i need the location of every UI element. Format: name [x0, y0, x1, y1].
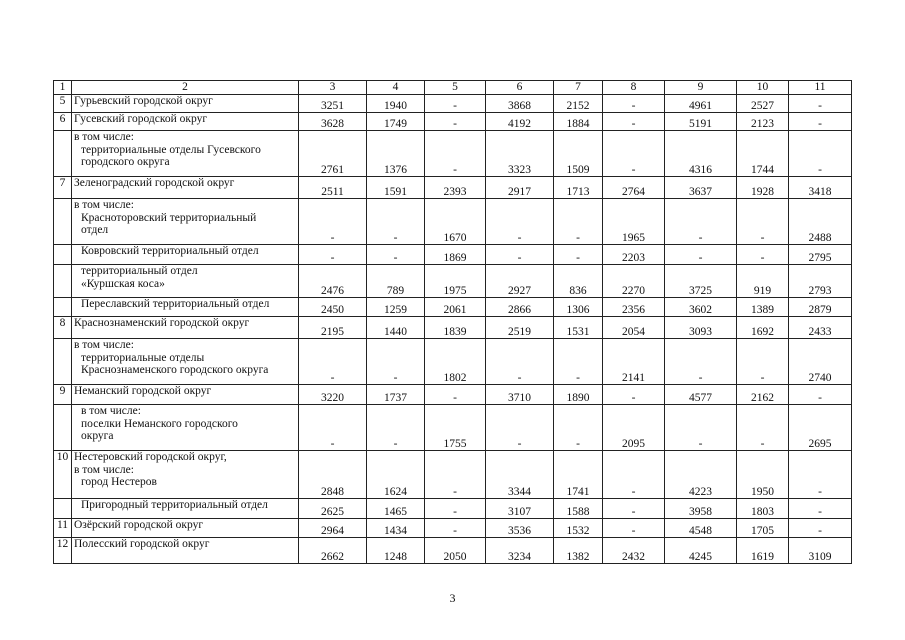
table-row: [54, 113, 852, 131]
value-cell: 2625: [299, 499, 367, 519]
table-row: [54, 265, 852, 298]
row-name-line: Красноторовский территориальный: [81, 211, 257, 224]
value-cell: 3093: [665, 317, 737, 339]
value-cell: -: [425, 519, 486, 538]
row-name: [72, 405, 299, 451]
value-cell: 2740: [789, 339, 852, 385]
row-name-line: город Нестеров: [81, 476, 157, 488]
header-cell: 9: [665, 81, 737, 95]
value-cell: 2432: [603, 538, 665, 564]
value-cell: 1624: [367, 451, 425, 499]
value-cell: -: [425, 95, 486, 113]
row-number: [54, 199, 72, 245]
value-cell: 3868: [486, 95, 554, 113]
row-name: [72, 265, 299, 298]
value-cell: 4192: [486, 113, 554, 131]
value-cell: 2488: [789, 199, 852, 245]
row-name-line: Краснознаменский городской округ: [74, 317, 250, 329]
value-cell: 2054: [603, 317, 665, 339]
table-row: [54, 538, 852, 564]
value-cell: 1670: [425, 199, 486, 245]
row-name: [72, 177, 299, 199]
value-cell: -: [665, 245, 737, 265]
row-name-line: округа: [81, 430, 114, 442]
value-cell: 1755: [425, 405, 486, 451]
value-cell: -: [603, 519, 665, 538]
value-cell: 1869: [425, 245, 486, 265]
value-cell: -: [554, 245, 603, 265]
table-row: [54, 405, 852, 451]
value-cell: 1509: [554, 131, 603, 177]
row-name-line: территориальный отдел: [81, 265, 198, 277]
value-cell: -: [737, 405, 789, 451]
value-cell: 4548: [665, 519, 737, 538]
value-cell: 1928: [737, 177, 789, 199]
header-cell: 10: [737, 81, 789, 95]
value-cell: 1950: [737, 451, 789, 499]
value-cell: 2050: [425, 538, 486, 564]
row-name: [72, 95, 299, 113]
value-cell: 3725: [665, 265, 737, 298]
row-number: [54, 131, 72, 177]
value-cell: -: [425, 499, 486, 519]
value-cell: 1532: [554, 519, 603, 538]
row-name: [72, 519, 299, 538]
value-cell: 2695: [789, 405, 852, 451]
value-cell: 2356: [603, 298, 665, 317]
value-cell: 1741: [554, 451, 603, 499]
value-cell: 1389: [737, 298, 789, 317]
value-cell: 1839: [425, 317, 486, 339]
row-number: [54, 405, 72, 451]
value-cell: 1259: [367, 298, 425, 317]
value-cell: -: [486, 339, 554, 385]
row-number: [54, 339, 72, 385]
row-name-line: в том числе:: [74, 199, 134, 211]
header-cell: 2: [72, 81, 299, 95]
value-cell: -: [789, 131, 852, 177]
value-cell: 2761: [299, 131, 367, 177]
row-name: [72, 199, 299, 245]
value-cell: 2662: [299, 538, 367, 564]
value-cell: 3323: [486, 131, 554, 177]
row-number: 12: [54, 538, 72, 564]
row-number: [54, 265, 72, 298]
row-name-line: в том числе:: [74, 339, 134, 351]
header-cell: 8: [603, 81, 665, 95]
value-cell: 3628: [299, 113, 367, 131]
header-row: [54, 81, 852, 95]
value-cell: 2061: [425, 298, 486, 317]
value-cell: 2476: [299, 265, 367, 298]
row-name-line: Озёрский городской округ: [74, 519, 204, 531]
row-name-line: поселки Неманского городского: [81, 417, 238, 430]
row-name-line: в том числе:: [74, 463, 134, 476]
value-cell: 2795: [789, 245, 852, 265]
value-cell: -: [603, 131, 665, 177]
row-name-line: Краснознаменского городского округа: [81, 364, 269, 376]
value-cell: 2527: [737, 95, 789, 113]
value-cell: 3418: [789, 177, 852, 199]
row-number: 11: [54, 519, 72, 538]
value-cell: 3602: [665, 298, 737, 317]
value-cell: 4316: [665, 131, 737, 177]
value-cell: 3958: [665, 499, 737, 519]
value-cell: 2162: [737, 385, 789, 405]
value-cell: 919: [737, 265, 789, 298]
value-cell: 2511: [299, 177, 367, 199]
value-cell: -: [603, 499, 665, 519]
row-name-line: Гусевский городской округ: [74, 113, 208, 125]
value-cell: 4961: [665, 95, 737, 113]
value-cell: -: [367, 405, 425, 451]
value-cell: 1802: [425, 339, 486, 385]
value-cell: 2141: [603, 339, 665, 385]
value-cell: -: [665, 405, 737, 451]
value-cell: 1465: [367, 499, 425, 519]
value-cell: 2917: [486, 177, 554, 199]
value-cell: 2866: [486, 298, 554, 317]
row-name-line: Неманский городской округ: [74, 385, 212, 397]
value-cell: 1705: [737, 519, 789, 538]
value-cell: 5191: [665, 113, 737, 131]
row-number: 7: [54, 177, 72, 199]
row-name-line: в том числе:: [74, 131, 134, 143]
value-cell: 2879: [789, 298, 852, 317]
value-cell: 2433: [789, 317, 852, 339]
value-cell: 2793: [789, 265, 852, 298]
value-cell: -: [299, 199, 367, 245]
value-cell: 1619: [737, 538, 789, 564]
value-cell: -: [367, 199, 425, 245]
value-cell: 1692: [737, 317, 789, 339]
value-cell: -: [425, 131, 486, 177]
header-cell: 3: [299, 81, 367, 95]
row-number: 5: [54, 95, 72, 113]
value-cell: -: [665, 199, 737, 245]
value-cell: -: [486, 405, 554, 451]
row-name: [72, 131, 299, 177]
row-name-line: Ковровский территориальный отдел: [81, 245, 259, 257]
value-cell: 2450: [299, 298, 367, 317]
row-number: [54, 499, 72, 519]
row-name: [72, 339, 299, 385]
value-cell: -: [789, 499, 852, 519]
value-cell: -: [737, 339, 789, 385]
value-cell: 1434: [367, 519, 425, 538]
table-row: [54, 451, 852, 499]
value-cell: -: [299, 245, 367, 265]
value-cell: 2195: [299, 317, 367, 339]
value-cell: -: [486, 245, 554, 265]
row-name-line: Зеленоградский городской округ: [74, 177, 235, 189]
row-name-line: Гурьевский городской округ: [74, 95, 213, 107]
value-cell: 2964: [299, 519, 367, 538]
value-cell: -: [789, 385, 852, 405]
value-cell: -: [554, 405, 603, 451]
value-cell: 1803: [737, 499, 789, 519]
value-cell: 1591: [367, 177, 425, 199]
row-number: 8: [54, 317, 72, 339]
table-row: [54, 199, 852, 245]
value-cell: 3637: [665, 177, 737, 199]
data-table: [53, 80, 852, 564]
value-cell: -: [665, 339, 737, 385]
value-cell: 4223: [665, 451, 737, 499]
table-row: [54, 298, 852, 317]
value-cell: 4245: [665, 538, 737, 564]
table-row: [54, 245, 852, 265]
value-cell: 1376: [367, 131, 425, 177]
value-cell: 1737: [367, 385, 425, 405]
value-cell: -: [789, 451, 852, 499]
table-row: [54, 385, 852, 405]
row-name-line: Полесский городской округ: [74, 538, 210, 550]
row-name-line: Нестеровский городской округ,: [74, 451, 227, 463]
value-cell: 1713: [554, 177, 603, 199]
value-cell: 1975: [425, 265, 486, 298]
value-cell: -: [554, 199, 603, 245]
value-cell: 1744: [737, 131, 789, 177]
value-cell: 3344: [486, 451, 554, 499]
row-number: [54, 298, 72, 317]
value-cell: -: [425, 451, 486, 499]
table-row: [54, 177, 852, 199]
value-cell: -: [603, 113, 665, 131]
value-cell: 3109: [789, 538, 852, 564]
row-name: [72, 245, 299, 265]
value-cell: 1531: [554, 317, 603, 339]
table-row: [54, 499, 852, 519]
value-cell: 2270: [603, 265, 665, 298]
value-cell: -: [367, 339, 425, 385]
row-name: [72, 317, 299, 339]
value-cell: 1440: [367, 317, 425, 339]
value-cell: 3251: [299, 95, 367, 113]
value-cell: -: [603, 451, 665, 499]
value-cell: -: [737, 245, 789, 265]
value-cell: 4577: [665, 385, 737, 405]
header-cell: 7: [554, 81, 603, 95]
value-cell: -: [425, 385, 486, 405]
header-cell: 1: [54, 81, 72, 95]
row-name-line: в том числе:: [81, 405, 141, 417]
value-cell: 1890: [554, 385, 603, 405]
value-cell: -: [299, 405, 367, 451]
header-cell: 11: [789, 81, 852, 95]
header-cell: 5: [425, 81, 486, 95]
row-name-line: Пригородный территориальный отдел: [81, 499, 268, 511]
row-name: [72, 499, 299, 519]
value-cell: -: [789, 519, 852, 538]
value-cell: 3234: [486, 538, 554, 564]
header-cell: 6: [486, 81, 554, 95]
value-cell: -: [425, 113, 486, 131]
value-cell: -: [367, 245, 425, 265]
row-name-line: Переславский территориальный отдел: [81, 298, 270, 310]
page-number: 3: [449, 591, 456, 605]
value-cell: 2203: [603, 245, 665, 265]
value-cell: -: [789, 113, 852, 131]
value-cell: 1940: [367, 95, 425, 113]
value-cell: 2123: [737, 113, 789, 131]
row-name-line: «Куршская коса»: [81, 277, 165, 290]
value-cell: 3710: [486, 385, 554, 405]
value-cell: 2152: [554, 95, 603, 113]
value-cell: -: [486, 199, 554, 245]
row-name-line: территориальные отделы Гусевского: [81, 143, 261, 156]
value-cell: 1749: [367, 113, 425, 131]
row-name-line: территориальные отделы: [81, 351, 205, 364]
row-name: [72, 451, 299, 499]
value-cell: -: [789, 95, 852, 113]
value-cell: 1588: [554, 499, 603, 519]
row-name: [72, 538, 299, 564]
row-name: [72, 298, 299, 317]
row-name-line: отдел: [81, 224, 109, 236]
row-name: [72, 385, 299, 405]
row-number: 9: [54, 385, 72, 405]
value-cell: -: [737, 199, 789, 245]
value-cell: 2095: [603, 405, 665, 451]
table-row: [54, 339, 852, 385]
table-row: [54, 131, 852, 177]
row-number: [54, 245, 72, 265]
row-number: 10: [54, 451, 72, 499]
value-cell: 2393: [425, 177, 486, 199]
header-cell: 4: [367, 81, 425, 95]
value-cell: 789: [367, 265, 425, 298]
value-cell: -: [299, 339, 367, 385]
row-name-line: городского округа: [81, 156, 170, 168]
row-number: 6: [54, 113, 72, 131]
value-cell: 836: [554, 265, 603, 298]
value-cell: 1248: [367, 538, 425, 564]
value-cell: 2764: [603, 177, 665, 199]
row-name: [72, 113, 299, 131]
value-cell: -: [603, 95, 665, 113]
value-cell: 3107: [486, 499, 554, 519]
table-row: [54, 317, 852, 339]
value-cell: 2848: [299, 451, 367, 499]
value-cell: -: [554, 339, 603, 385]
value-cell: -: [603, 385, 665, 405]
value-cell: 1306: [554, 298, 603, 317]
value-cell: 1884: [554, 113, 603, 131]
table-row: [54, 519, 852, 538]
value-cell: 3536: [486, 519, 554, 538]
value-cell: 2519: [486, 317, 554, 339]
value-cell: 3220: [299, 385, 367, 405]
table-row: [54, 95, 852, 113]
value-cell: 2927: [486, 265, 554, 298]
value-cell: 1965: [603, 199, 665, 245]
value-cell: 1382: [554, 538, 603, 564]
